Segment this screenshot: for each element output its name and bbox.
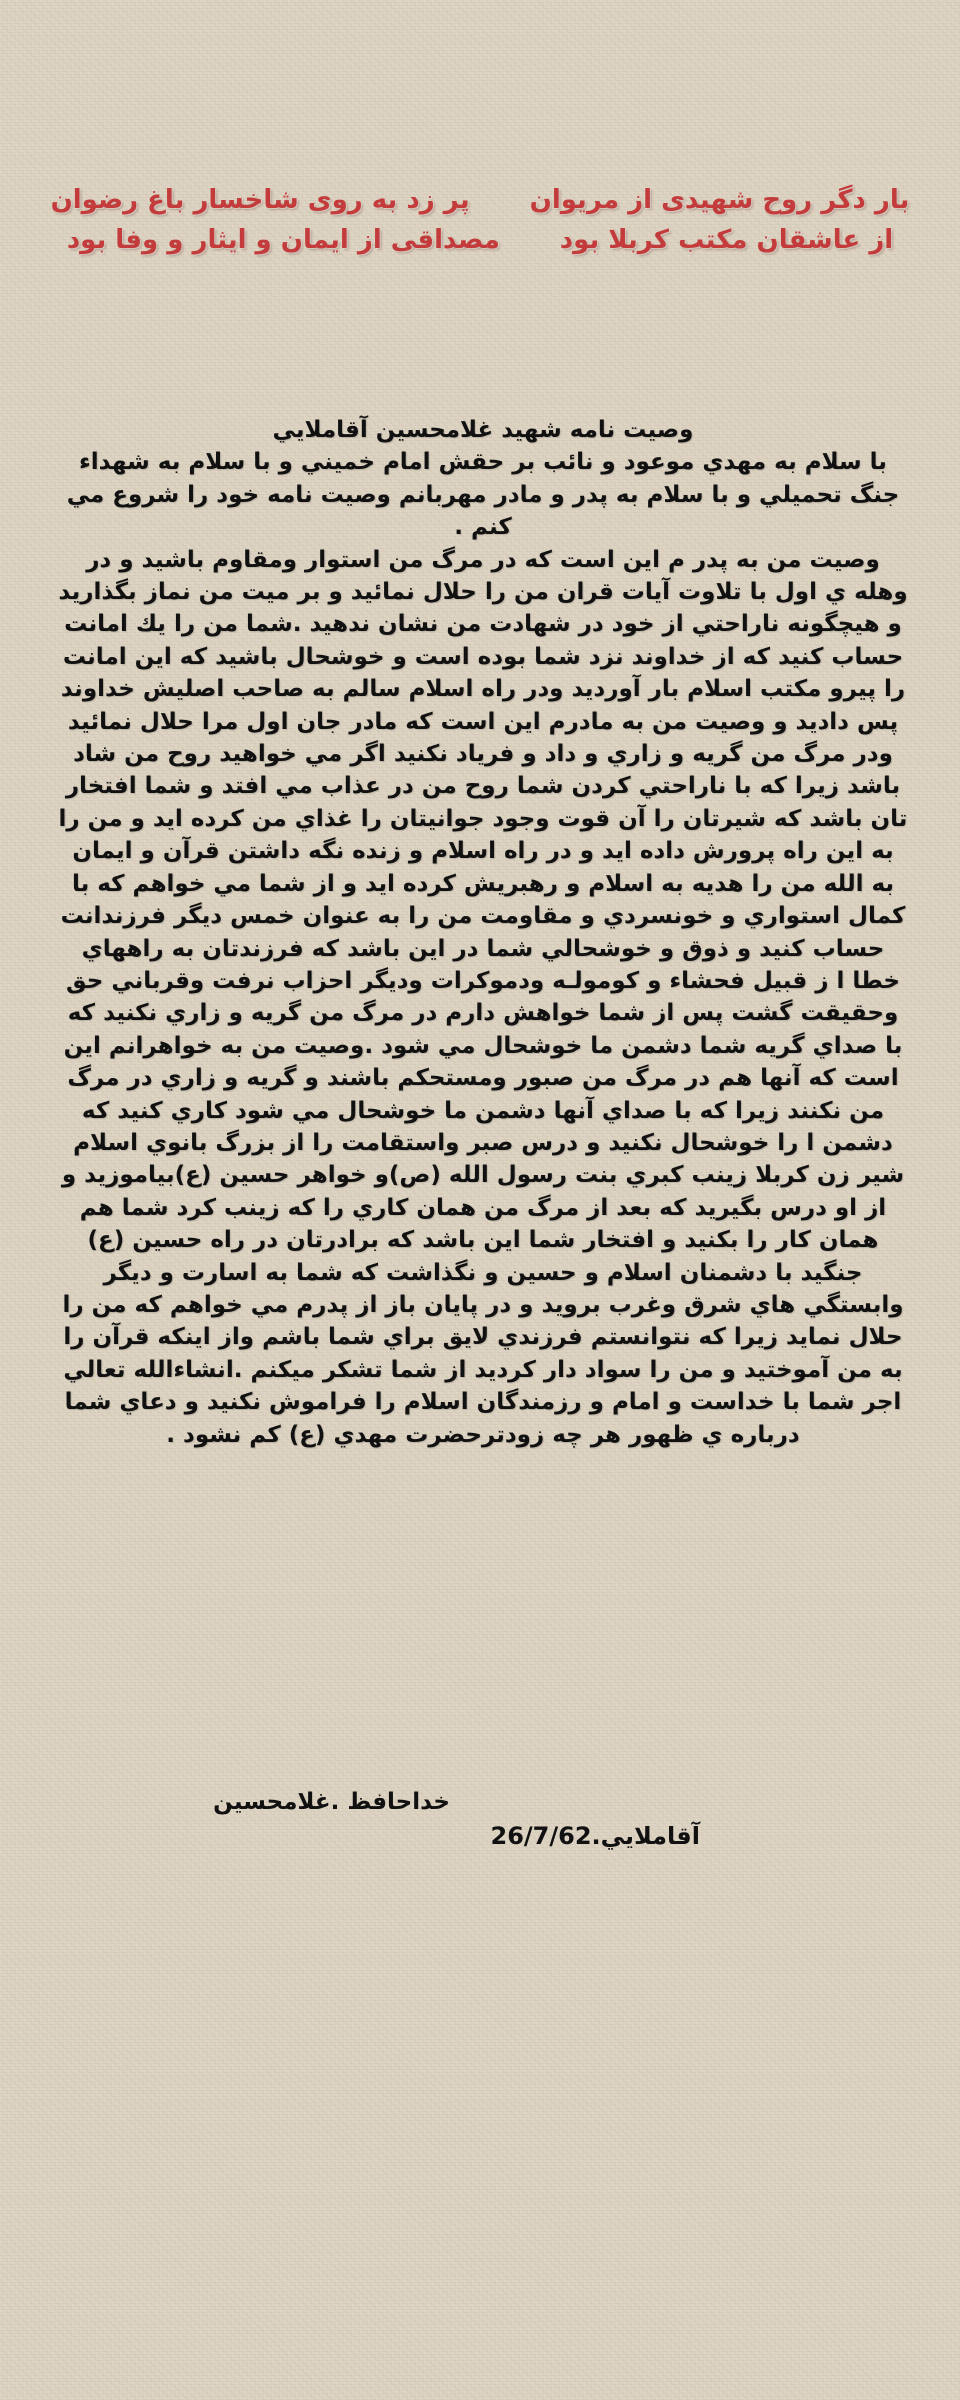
poem-line-1 (40, 180, 920, 220)
will-text-block (58, 414, 908, 1451)
poem-line-1-left: پر زد به روی شاخسار باغ رضوان (50, 185, 470, 215)
poem-line-2-left: مصداقی از ایمان و ایثار و وفا بود (66, 225, 500, 255)
will-intro-paragraph: با سلام به مهدي موعود و نائب بر حقش امام خميني و با سلام به شهداء جنگ تحميلي و با سلام به پدر و مادر مهربانم وصيت نامه خود را شروع مي كنم . (66, 449, 900, 541)
poem-line-2 (40, 220, 920, 260)
will-signoff: خداحافظ .غلامحسين (213, 1789, 450, 1815)
poem-header (40, 180, 920, 260)
poem-line-2-right: از عاشقان مکتب کربلا بود (559, 225, 894, 255)
will-date-signature: آقاملايي.26/7/62 (490, 1822, 700, 1850)
poem-line-1-right: بار دگر روح شهیدی از مریوان (529, 185, 910, 215)
will-title: وصيت نامه شهيد غلامحسين آقاملايي (272, 417, 694, 443)
will-body-paragraph: وصيت من به پدر م اين است كه در مرگ من استوار ومقاوم باشيد و در وهله ي اول با تلاوت آيات قران من را حلال نمائيد و بر ميت من نماز بگذاريد و هيچگونه ناراحتي از خود در شهادت من نشان ندهيد .شما من را يك امانت حساب كنيد كه از خداوند نزد شما بوده است و خوشحال باشيد كه اين امانت را پيرو مكتب اسلام بار آورديد ودر راه اسلام سالم به صاحب اصليش خداوند پس داديد و وصيت من به مادرم اين است كه مادر جان اول مرا حلال نمائيد ودر مرگ من گريه و زاري و داد و فرياد نكنيد اگر مي خواهيد روح من شاد باشد زيرا كه با ناراحتي كردن شما روح من در عذاب مي افتد و شما افتخار تان باشد كه شيرتان را آن قوت وجود جوانيتان را غذاي من كرده ايد و من را به اين راه پرورش داده ايد و در راه اسلام و زنده نگه داشتن قرآن و ايمان به الله من را هديه به اسلام و رهبريش كرده ايد و از شما مي خواهم كه با كمال استواري و خونسردي و مقاومت من را به عنوان خمس ديگر فرزندانت حساب كنيد و ذوق و خوشحالي شما در اين باشد كه فرزندتان به راههاي خطا ا ز قبيل فحشاء و كومولـه ودموكرات وديگر احزاب نرفت وقرباني حق وحقيقت گشت پس از شما خواهش دارم در مرگ من گريه و زاري نكنيد كه با صداي گريه شما دشمن ما خوشحال مي شود .وصيت من به خواهرانم اين است كه آنها هم در مرگ من صبور ومستحكم باشند و گريه و زاري در مرگ من نكنند زيرا كه با صداي آنها دشمن ما خوشحال مي شود كاري كنيد كه دشمن ا را خوشحال نكنيد و درس صبر واستقامت را از بزرگ بانوي اسلام شير زن كربلا زينب كبري بنت رسول الله (ص)و خواهر حسين (ع)بياموزيد و از او درس بگيريد كه بعد از مرگ من همان كاري را كه زينب كرد شما هم همان كار را بكنيد و افتخار شما اين باشد كه برادرتان در راه حسين (ع) جنگيد با دشمنان اسلام و حسين و نگذاشت كه شما به اسارت و ديگر وابستگي هاي شرق وغرب برويد و در پايان باز از پدرم مي خواهم كه من را حلال نمايد زيرا كه نتوانستم فرزندي لايق براي شما باشم واز اينكه قرآن را به من آموختيد و من را سواد دار كرديد از شما تشكر ميكنم .انشاءالله تعالي اجر شما با خداست و امام و رزمندگان اسلام را فراموش نكنيد و دعاي شما درباره ي ظهور هر چه زودترحضرت مهدي (ع) كم نشود . (58, 546, 908, 1448)
